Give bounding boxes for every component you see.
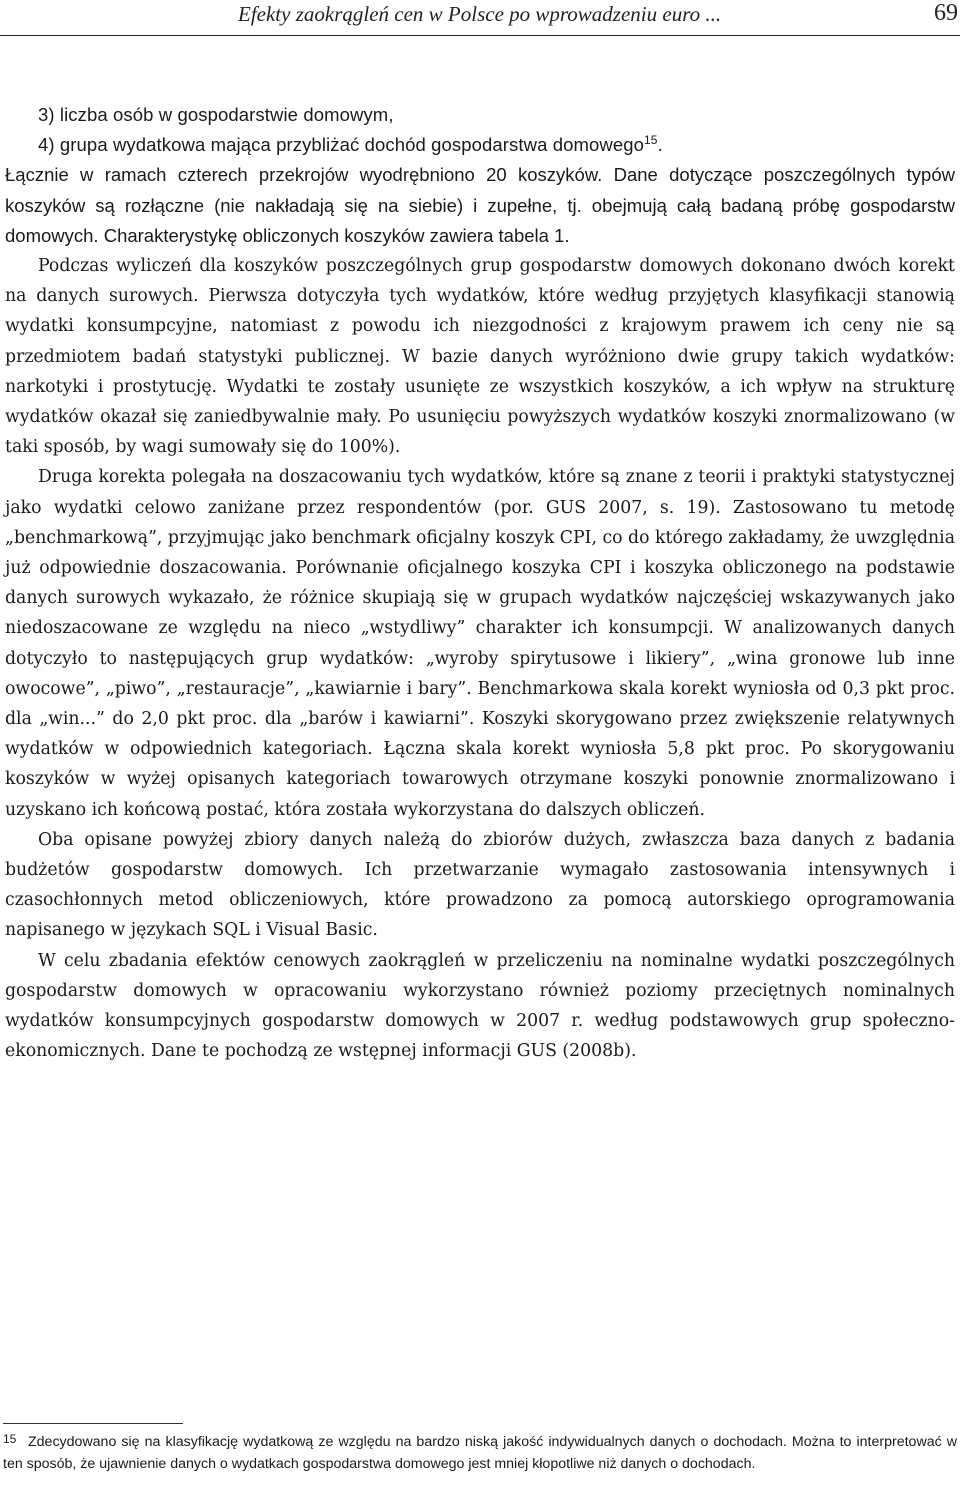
body-text — [5, 100, 955, 1067]
list-item-3: 3) liczba osób w gospodarstwie domowym, — [38, 104, 394, 125]
header-rule — [0, 35, 960, 36]
paragraph-second-correction: Druga korekta polegała na doszacowaniu tych wydatków, które są znane z teorii i praktyki statystycznej jako wydatki celowo zaniżane przez respondentów (por. GUS 2007, s. 19). Zastosowano tu metodę „benchmarkową”, przyjmując jako benchmark oficjalny koszyk CPI, co do którego zakładamy, że uwzględnia już odpowiednie doszacowania. Porównanie oficjalnego koszyka CPI i koszyka obliczonego na podstawie danych surowych wykazało, że różnice skupiają się w grupach wydatków najczęściej wskazywanych jako niedoszacowane ze względu na nieco „wstydliwy” charakter ich konsumpcji. W analizowanych danych dotyczyło to następujących grup wydatków: „wyroby spirytusowe i likiery”, „wina gronowe lub inne owocowe”, „piwo”, „restauracje”, „kawiarnie i bary”. Benchmarkowa skala korekt wyniosła od 0,3 pkt proc. dla „win...” do 2,0 pkt proc. dla „barów i kawiarni”. Koszyki skorygowano przez zwiększenie relatywnych wydatków w odpowiednich kategoriach. Łączna skala korekt wyniosła 5,8 pkt proc. Po skorygowaniu koszyków w wyżej opisanych kategoriach towarowych otrzymane koszyki ponownie znormalizowano i uzyskano ich końcową postać, która została wykorzystana do dalszych obliczeń. — [5, 467, 955, 820]
list-item-4-end: . — [657, 134, 663, 156]
footnote-text: Zdecydowano się na klasyfikację wydatkową ze względu na bardzo niską jakość indywidualnych danych o dochodach. Można to interpretować w ten sposób, że ujawnienie danych o wydatkach gospodarstwa domowego jest mniej kłopotliwe niż danych o dochodach. — [3, 1434, 957, 1472]
paragraph-basket-summary: Łącznie w ramach czterech przekrojów wyodrębniono 20 koszyków. Dane dotyczące poszczególnych typów koszyków są rozłączne (nie nakładają się na siebie) i zupełne, tj. obejmują całą badaną próbę gospodarstw domowych. Charakterystykę obliczonych koszyków zawiera tabela 1. — [5, 164, 955, 246]
running-title: Efekty zaokrągleń cen w Polsce po wprowadzeniu euro ... — [238, 2, 722, 26]
list-item-4-text: 4) grupa wydatkowa mająca przybliżać dochód gospodarstwa domowego — [38, 134, 645, 156]
page-header — [0, 0, 960, 36]
footnote-reference[interactable]: 15 — [644, 133, 658, 148]
footnote-rule — [3, 1423, 183, 1424]
footnotes — [3, 1428, 957, 1475]
page-number: 69 — [934, 0, 958, 26]
paragraph-data-processing: Oba opisane powyżej zbiory danych należą do zbiorów dużych, zwłaszcza baza danych z badania budżetów gospodarstw domowych. Ich przetwarzanie wymagało zastosowania intensywnych i czasochłonnych metod obliczeniowych, które prowadzono za pomocą autorskiego oprogramowania napisanego w językach SQL i Visual Basic. — [5, 829, 955, 941]
list-item-4 — [5, 130, 955, 160]
paragraph-nominal-expenditure: W celu zbadania efektów cenowych zaokrągleń w przeliczeniu na nominalne wydatki poszczególnych gospodarstw domowych w opracowaniu wykorzystano również poziomy przeciętnych nominalnych wydatków konsumpcyjnych gospodarstw domowych w 2007 r. według podstawowych grup społeczno-ekonomicznych. Dane te pochodzą ze wstępnej informacji GUS (2008b). — [5, 950, 955, 1062]
footnote-15 — [3, 1428, 957, 1475]
footnote-mark: 15 — [3, 1432, 17, 1446]
paragraph-first-correction: Podczas wyliczeń dla koszyków poszczególnych grup gospodarstw domowych dokonano dwóch korekt na danych surowych. Pierwsza dotyczyła tych wydatków, które według przyjętych klasyfikacji stanowią wydatki konsumpcyjne, natomiast z powodu ich niezgodności z krajowym prawem ich ceny nie są przedmiotem badań statystyki publicznej. W bazie danych wyróżniono dwie grupy takich wydatków: narkotyki i prostytucję. Wydatki te zostały usunięte ze wszystkich koszyków, a ich wpływ na strukturę wydatków okazał się zaniedbywalnie mały. Po usunięciu powyższych wydatków koszyki znormalizowano (w taki sposób, by wagi sumowały się do 100%). — [5, 256, 955, 458]
